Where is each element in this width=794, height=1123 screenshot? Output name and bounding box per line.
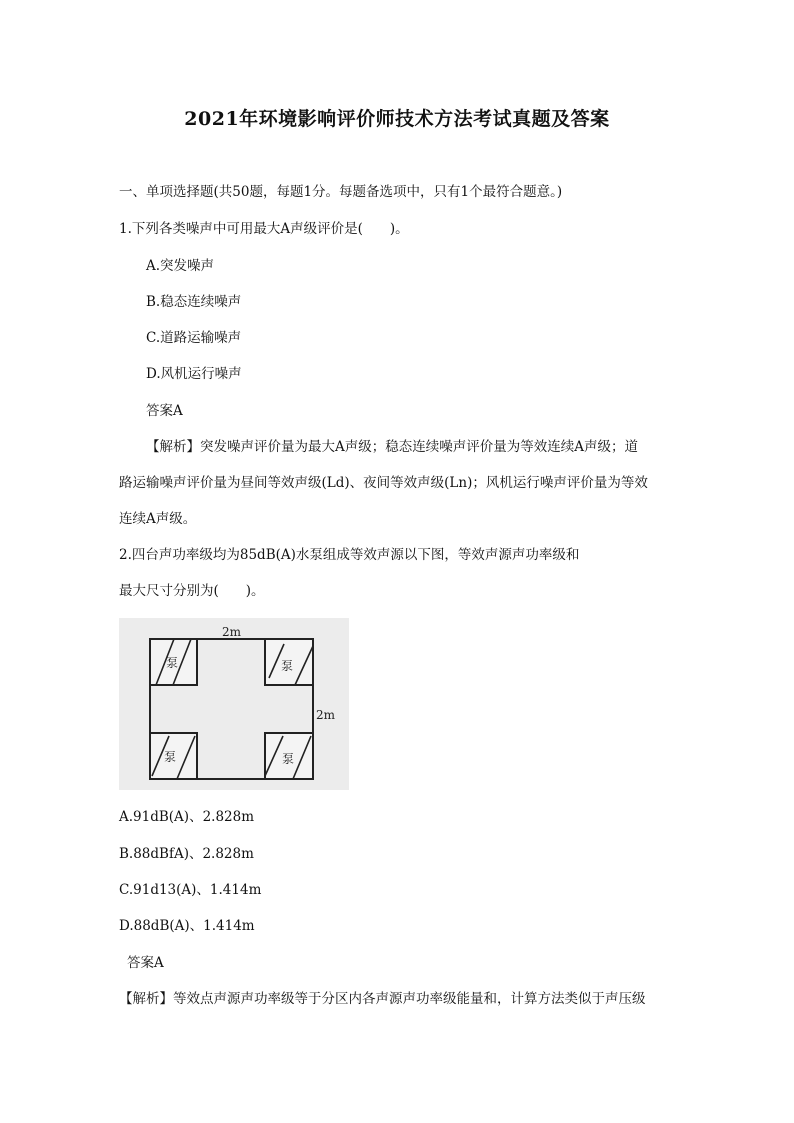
question-1-analysis-line-1: 【解析】突发噪声评价量为最大A声级；稳态连续噪声评价量为等效连续A声级；道 xyxy=(146,439,638,455)
question-2-stem-line-2: 最大尺寸分别为( )。 xyxy=(119,583,265,599)
pump-bottom-right xyxy=(265,733,313,779)
question-2-option-b: B.88dBfA)、2.828m xyxy=(119,846,254,862)
question-2-option-d: D.88dB(A)、1.414m xyxy=(119,918,255,934)
pump-top-right xyxy=(265,639,313,685)
question-1-option-c: C.道路运输噪声 xyxy=(146,330,242,346)
question-2-stem-line-1: 2.四台声功率级均为85dB(A)水泵组成等效声源以下图，等效声源声功率级和 xyxy=(119,547,580,563)
width-dimension-label: 2m xyxy=(222,625,242,639)
question-1-option-d: D.风机运行噪声 xyxy=(146,366,242,382)
pump-label: 泵 xyxy=(281,659,294,673)
question-1-answer: 答案A xyxy=(146,403,183,419)
pump-label: 泵 xyxy=(166,656,179,670)
pump-label: 泵 xyxy=(164,750,177,764)
question-2-analysis: 【解析】等效点声源声功率级等于分区内各声源声功率级能量和，计算方法类似于声压级 xyxy=(119,991,646,1007)
height-dimension-label: 2m xyxy=(316,708,336,722)
pump-label: 泵 xyxy=(282,752,295,766)
pump-top-left xyxy=(150,639,197,685)
pump-bottom-left xyxy=(150,733,197,779)
question-2-option-c: C.91d13(A)、1.414m xyxy=(119,882,262,898)
question-1-option-b: B.稳态连续噪声 xyxy=(146,294,242,310)
question-1-option-a: A.突发噪声 xyxy=(146,258,215,274)
section-heading: 一、单项选择题(共50题，每题1分。每题备选项中，只有1个最符合题意。) xyxy=(119,184,563,200)
page-title: 2021年环境影响评价师技术方法考试真题及答案 xyxy=(184,108,610,130)
question-2-answer: 答案A xyxy=(127,955,164,971)
question-2-option-a: A.91dB(A)、2.828m xyxy=(119,809,255,825)
question-1-stem: 1.下列各类噪声中可用最大A声级评价是( )。 xyxy=(119,221,409,237)
question-1-analysis-line-2: 路运输噪声评价量为昼间等效声级(Ld)、夜间等效声级(Ln)；风机运行噪声评价量为等效 xyxy=(119,475,648,491)
pump-layout-figure xyxy=(119,618,349,790)
question-1-analysis-line-3: 连续A声级。 xyxy=(119,511,197,527)
